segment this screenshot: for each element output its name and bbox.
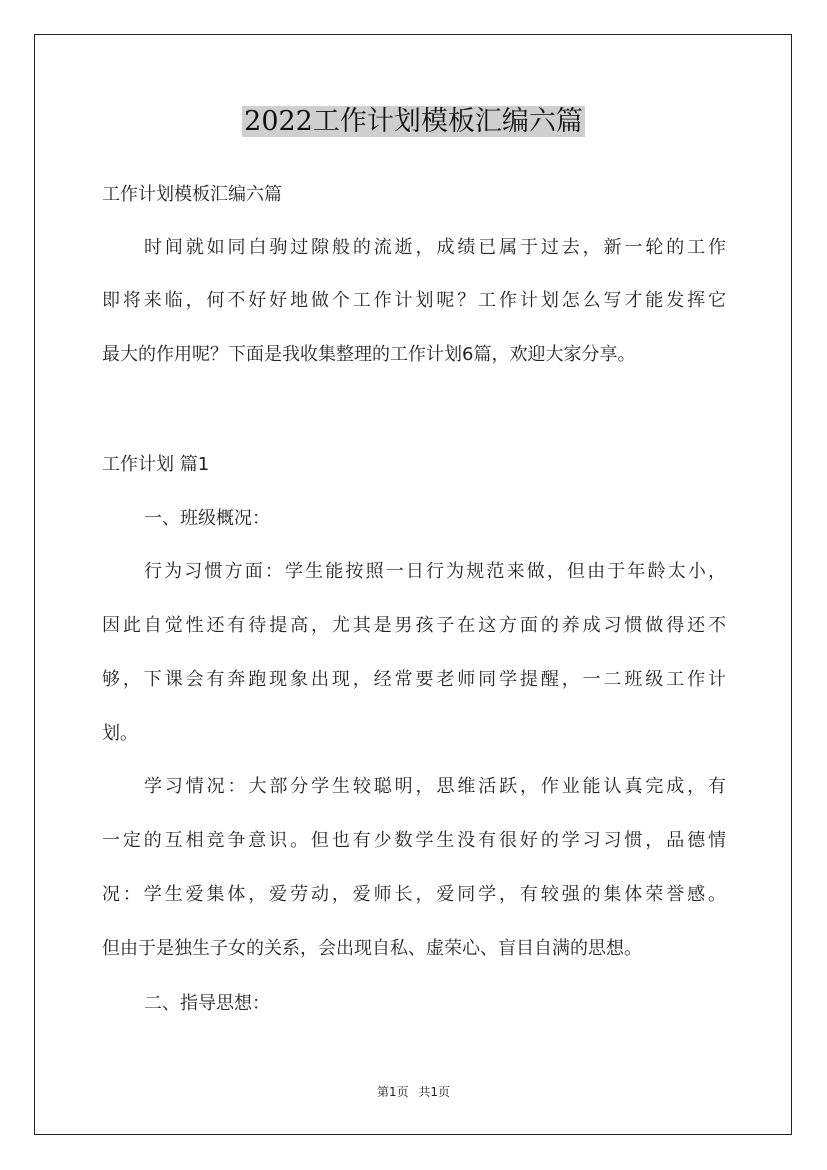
- paragraph-line: 因此自觉性还有待提高，尤其是男孩子在这方面的养成习惯做得还不: [102, 615, 726, 636]
- section-heading: 工作计划 篇1: [102, 454, 210, 475]
- document-title-text: 2022工作计划模板汇编六篇: [244, 106, 583, 137]
- document-title: [0, 100, 827, 144]
- paragraph-line: 况：学生爱集体，爱劳动，爱师长，爱同学，有较强的集体荣誉感。: [102, 884, 726, 905]
- subsection-heading: 二、指导思想：: [144, 993, 270, 1014]
- paragraph-line: 即将来临，何不好好地做个工作计划呢？工作计划怎么写才能发挥它: [102, 290, 726, 311]
- page-footer: [0, 1083, 827, 1100]
- paragraph-line: 一定的互相竞争意识。但也有少数学生没有很好的学习习惯，品德情: [102, 830, 726, 851]
- paragraph-line: 时间就如同白驹过隙般的流逝，成绩已属于过去，新一轮的工作: [144, 237, 726, 258]
- paragraph-line: 但由于是独生子女的关系，会出现自私、虚荣心、盲目自满的思想。: [102, 938, 642, 959]
- page-number: 第1页: [376, 1085, 409, 1099]
- paragraph-line: 学习情况：大部分学生较聪明，思维活跃，作业能认真完成，有: [144, 776, 726, 797]
- paragraph-line: 行为习惯方面：学生能按照一日行为规范来做，但由于年龄太小，: [144, 561, 726, 582]
- page-total: 共1页: [418, 1085, 451, 1099]
- paragraph-line: 划。: [102, 723, 138, 744]
- subtitle-line: 工作计划模板汇编六篇: [102, 184, 282, 205]
- paragraph-line: 够，下课会有奔跑现象出现，经常要老师同学提醒，一二班级工作计: [102, 669, 726, 690]
- subsection-heading: 一、班级概况：: [144, 508, 270, 529]
- paragraph-line: 最大的作用呢？下面是我收集整理的工作计划6篇，欢迎大家分享。: [102, 344, 636, 365]
